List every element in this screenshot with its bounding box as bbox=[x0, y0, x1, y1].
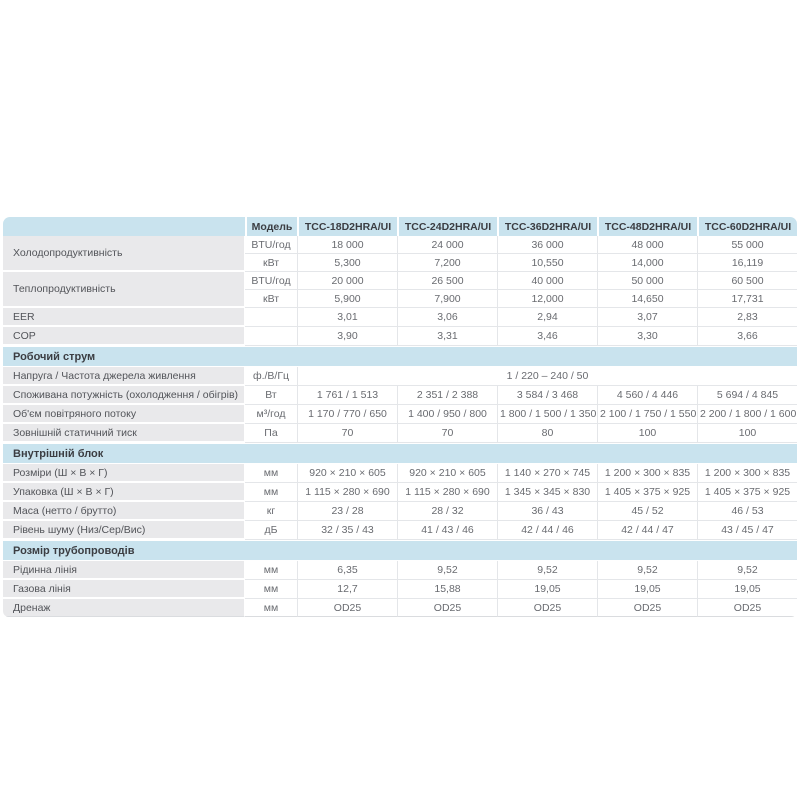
row-unit: мм bbox=[245, 483, 297, 502]
row-label: COP bbox=[3, 327, 245, 346]
row-unit: ф./В/Гц bbox=[245, 367, 297, 386]
spec-value: 16,119 bbox=[697, 254, 797, 272]
spec-value: 43 / 45 / 47 bbox=[697, 521, 797, 540]
table-row bbox=[3, 367, 797, 386]
spec-value: 36 / 43 bbox=[497, 502, 597, 521]
spec-value: 17,731 bbox=[697, 290, 797, 308]
row-unit: Па bbox=[245, 424, 297, 443]
spec-value: 42 / 44 / 46 bbox=[497, 521, 597, 540]
spec-value: 42 / 44 / 47 bbox=[597, 521, 697, 540]
row-label: EER bbox=[3, 308, 245, 327]
row-label: Упаковка (Ш × В × Г) bbox=[3, 483, 245, 502]
model-header: TCC-48D2HRA/UI bbox=[597, 217, 697, 236]
table-row bbox=[3, 464, 797, 483]
spec-value: 9,52 bbox=[397, 561, 497, 580]
spec-value: 19,05 bbox=[497, 580, 597, 599]
spec-value: 2 100 / 1 750 / 1 550 bbox=[597, 405, 697, 424]
row-label: Розміри (Ш × В × Г) bbox=[3, 464, 245, 483]
section-header: Внутрішній блок bbox=[3, 443, 797, 464]
row-unit bbox=[245, 308, 297, 327]
spec-value: 2 351 / 2 388 bbox=[397, 386, 497, 405]
row-unit: кВт bbox=[245, 290, 297, 308]
row-unit: BTU/год bbox=[245, 272, 297, 290]
spec-value: 9,52 bbox=[497, 561, 597, 580]
row-label: Рідинна лінія bbox=[3, 561, 245, 580]
spec-value: 15,88 bbox=[397, 580, 497, 599]
spec-value: 23 / 28 bbox=[297, 502, 397, 521]
spec-value: 26 500 bbox=[397, 272, 497, 290]
row-label: Газова лінія bbox=[3, 580, 245, 599]
table-body bbox=[3, 236, 797, 617]
spec-value: 55 000 bbox=[697, 236, 797, 254]
spec-value: 6,35 bbox=[297, 561, 397, 580]
row-label: Зовнішній статичний тиск bbox=[3, 424, 245, 443]
spec-value: 100 bbox=[697, 424, 797, 443]
section-row bbox=[3, 443, 797, 464]
spec-value: 3,01 bbox=[297, 308, 397, 327]
spec-value: 3,46 bbox=[497, 327, 597, 346]
row-label: Напруга / Частота джерела живлення bbox=[3, 367, 245, 386]
table-row bbox=[3, 236, 797, 254]
spec-value: 1 140 × 270 × 745 bbox=[497, 464, 597, 483]
spec-value: 3,30 bbox=[597, 327, 697, 346]
spec-value: 1 200 × 300 × 835 bbox=[597, 464, 697, 483]
spec-value: 28 / 32 bbox=[397, 502, 497, 521]
spec-value: 1 400 / 950 / 800 bbox=[397, 405, 497, 424]
table-row bbox=[3, 521, 797, 540]
row-span-value: 1 / 220 – 240 / 50 bbox=[297, 367, 797, 386]
table-row bbox=[3, 405, 797, 424]
spec-value: 920 × 210 × 605 bbox=[397, 464, 497, 483]
row-unit: кг bbox=[245, 502, 297, 521]
spec-value: 48 000 bbox=[597, 236, 697, 254]
spec-value: OD25 bbox=[497, 599, 597, 617]
table-row bbox=[3, 599, 797, 617]
spec-value: 1 170 / 770 / 650 bbox=[297, 405, 397, 424]
table-row bbox=[3, 386, 797, 405]
spec-value: 7,900 bbox=[397, 290, 497, 308]
row-label: Споживана потужність (охолодження / обігрів) bbox=[3, 386, 245, 405]
header-blank-cell bbox=[3, 217, 245, 236]
spec-value: 10,550 bbox=[497, 254, 597, 272]
spec-value: 1 115 × 280 × 690 bbox=[397, 483, 497, 502]
table-row bbox=[3, 327, 797, 346]
section-row bbox=[3, 346, 797, 367]
spec-value: 4 560 / 4 446 bbox=[597, 386, 697, 405]
table-row bbox=[3, 502, 797, 521]
model-header: TCC-36D2HRA/UI bbox=[497, 217, 597, 236]
spec-value: 5,900 bbox=[297, 290, 397, 308]
row-unit: мм bbox=[245, 599, 297, 617]
spec-value: 32 / 35 / 43 bbox=[297, 521, 397, 540]
spec-value: 5 694 / 4 845 bbox=[697, 386, 797, 405]
spec-value: 12,000 bbox=[497, 290, 597, 308]
row-unit: BTU/год bbox=[245, 236, 297, 254]
spec-value: 1 345 × 345 × 830 bbox=[497, 483, 597, 502]
table-header bbox=[3, 217, 797, 236]
spec-table-container bbox=[3, 217, 797, 617]
spec-value: 3,90 bbox=[297, 327, 397, 346]
row-unit: Вт bbox=[245, 386, 297, 405]
spec-value: 7,200 bbox=[397, 254, 497, 272]
spec-value: 3,06 bbox=[397, 308, 497, 327]
spec-value: 3,07 bbox=[597, 308, 697, 327]
row-unit: мм bbox=[245, 464, 297, 483]
spec-value: 1 800 / 1 500 / 1 350 bbox=[497, 405, 597, 424]
spec-value: 24 000 bbox=[397, 236, 497, 254]
row-unit: кВт bbox=[245, 254, 297, 272]
spec-value: 1 200 × 300 × 835 bbox=[697, 464, 797, 483]
table-row bbox=[3, 580, 797, 599]
spec-value: 3,31 bbox=[397, 327, 497, 346]
spec-value: 40 000 bbox=[497, 272, 597, 290]
row-unit: мм bbox=[245, 580, 297, 599]
spec-value: 1 405 × 375 × 925 bbox=[697, 483, 797, 502]
row-label: Теплопродуктивність bbox=[3, 272, 245, 308]
row-unit: м³/год bbox=[245, 405, 297, 424]
row-label: Дренаж bbox=[3, 599, 245, 617]
spec-value: OD25 bbox=[697, 599, 797, 617]
header-row bbox=[3, 217, 797, 236]
spec-value: 60 500 bbox=[697, 272, 797, 290]
spec-value: 100 bbox=[597, 424, 697, 443]
spec-value: 45 / 52 bbox=[597, 502, 697, 521]
row-unit bbox=[245, 327, 297, 346]
spec-value: 70 bbox=[397, 424, 497, 443]
section-row bbox=[3, 540, 797, 561]
spec-value: 19,05 bbox=[597, 580, 697, 599]
section-header: Розмір трубопроводів bbox=[3, 540, 797, 561]
spec-value: 20 000 bbox=[297, 272, 397, 290]
model-column-label: Модель bbox=[245, 217, 297, 236]
spec-value: 2,94 bbox=[497, 308, 597, 327]
table-row bbox=[3, 272, 797, 290]
spec-value: 50 000 bbox=[597, 272, 697, 290]
spec-value: 9,52 bbox=[697, 561, 797, 580]
spec-value: 2 200 / 1 800 / 1 600 bbox=[697, 405, 797, 424]
section-header: Робочий струм bbox=[3, 346, 797, 367]
spec-value: 14,650 bbox=[597, 290, 697, 308]
spec-value: 3 584 / 3 468 bbox=[497, 386, 597, 405]
spec-value: 18 000 bbox=[297, 236, 397, 254]
table-row bbox=[3, 561, 797, 580]
spec-value: 9,52 bbox=[597, 561, 697, 580]
table-row bbox=[3, 424, 797, 443]
row-label: Маса (нетто / брутто) bbox=[3, 502, 245, 521]
spec-value: 1 405 × 375 × 925 bbox=[597, 483, 697, 502]
row-label: Об'єм повітряного потоку bbox=[3, 405, 245, 424]
spec-value: 70 bbox=[297, 424, 397, 443]
spec-value: 920 × 210 × 605 bbox=[297, 464, 397, 483]
spec-value: 41 / 43 / 46 bbox=[397, 521, 497, 540]
model-header: TCC-18D2HRA/UI bbox=[297, 217, 397, 236]
row-label: Рівень шуму (Низ/Сер/Вис) bbox=[3, 521, 245, 540]
spec-value: OD25 bbox=[397, 599, 497, 617]
spec-table bbox=[3, 217, 797, 617]
row-unit: мм bbox=[245, 561, 297, 580]
spec-value: 5,300 bbox=[297, 254, 397, 272]
spec-value: 14,000 bbox=[597, 254, 697, 272]
spec-value: 3,66 bbox=[697, 327, 797, 346]
spec-value: 19,05 bbox=[697, 580, 797, 599]
spec-value: 12,7 bbox=[297, 580, 397, 599]
table-row bbox=[3, 308, 797, 327]
table-row bbox=[3, 483, 797, 502]
spec-value: 1 761 / 1 513 bbox=[297, 386, 397, 405]
spec-value: 36 000 bbox=[497, 236, 597, 254]
spec-value: 46 / 53 bbox=[697, 502, 797, 521]
row-label: Холодопродуктивність bbox=[3, 236, 245, 272]
spec-value: OD25 bbox=[297, 599, 397, 617]
model-header: TCC-24D2HRA/UI bbox=[397, 217, 497, 236]
row-unit: дБ bbox=[245, 521, 297, 540]
spec-value: 1 115 × 280 × 690 bbox=[297, 483, 397, 502]
spec-value: 80 bbox=[497, 424, 597, 443]
spec-value: 2,83 bbox=[697, 308, 797, 327]
model-header: TCC-60D2HRA/UI bbox=[697, 217, 797, 236]
spec-value: OD25 bbox=[597, 599, 697, 617]
